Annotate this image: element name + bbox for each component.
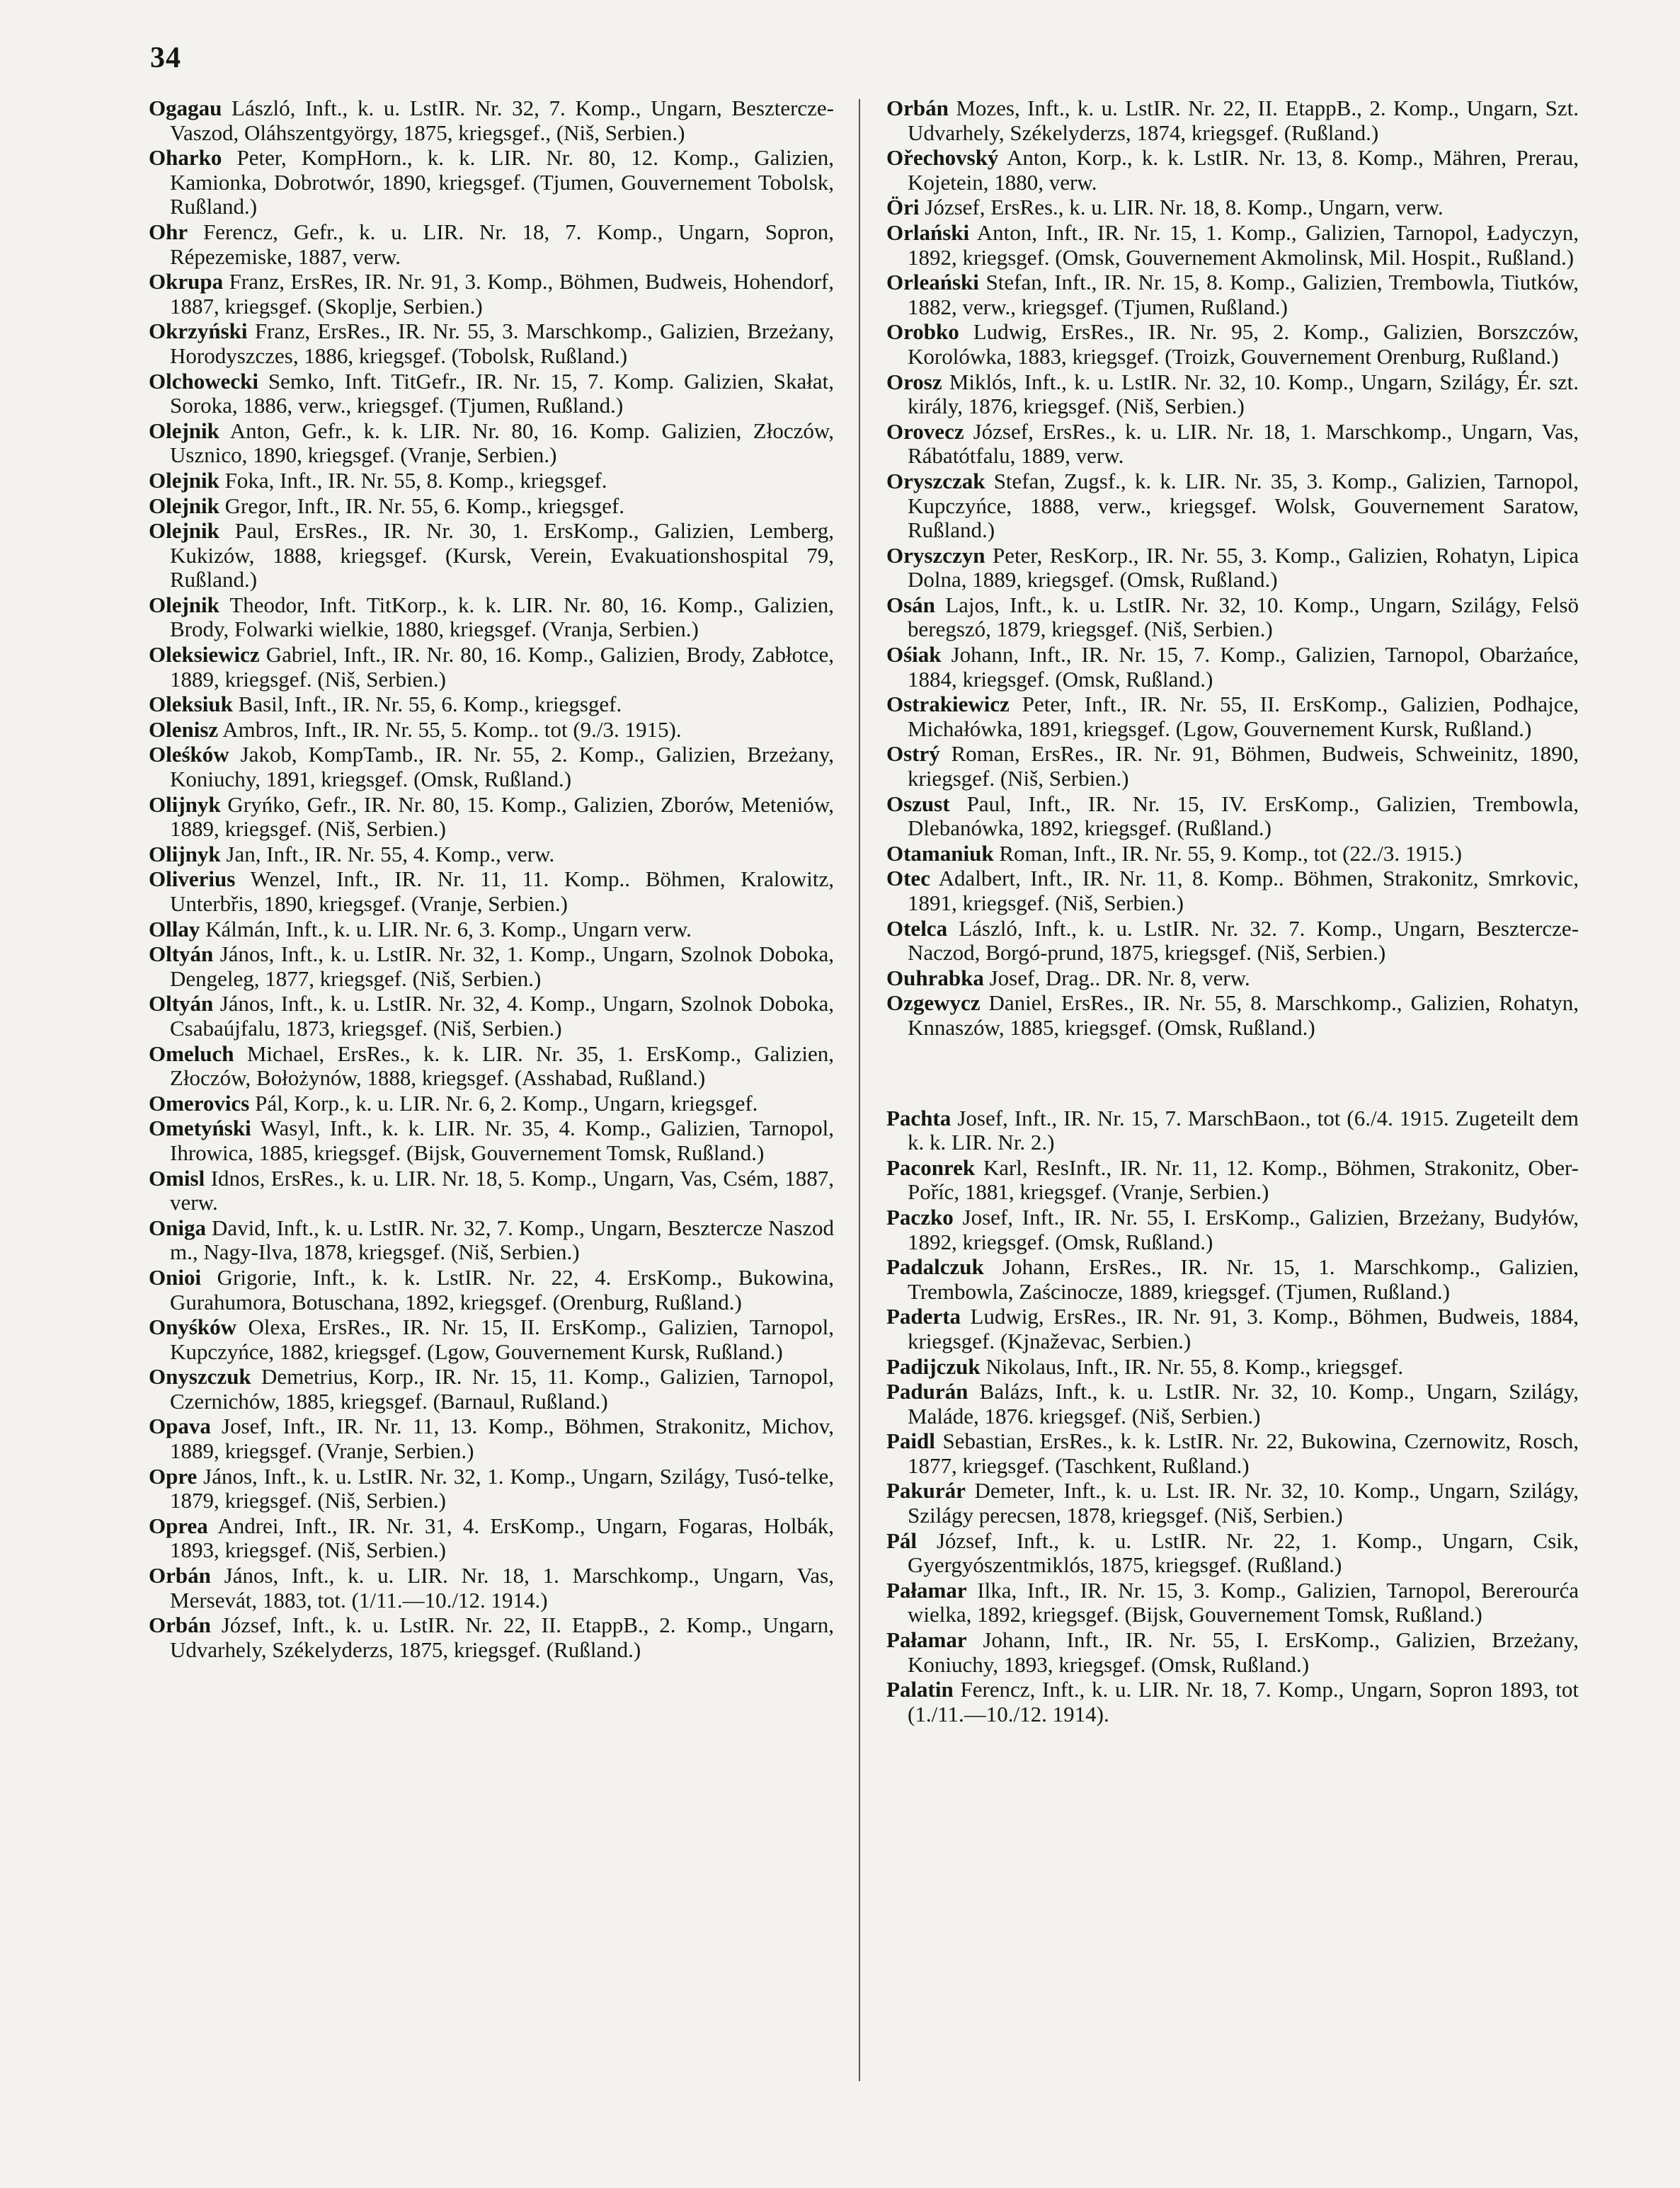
register-entry: [886, 643, 1579, 692]
entry-surname: Otelca: [886, 915, 948, 941]
entry-surname: Olejnik: [149, 467, 219, 493]
left-column: [149, 96, 834, 2170]
entry-surname: Orosz: [886, 369, 942, 394]
register-entry: [149, 220, 834, 269]
register-entry: [149, 146, 834, 219]
register-entry: [149, 1216, 834, 1265]
entry-details: Anton, Gefr., k. k. LIR. Nr. 80, 16. Komp. Galizien, Złoczów, Usznico, 1890, kriegsgef. (Vranje, Serbien.): [170, 418, 834, 468]
entry-details: Kálmán, Inft., k. u. LIR. Nr. 6, 3. Komp., Ungarn verw.: [205, 916, 692, 941]
entry-details: Idnos, ErsRes., k. u. LIR. Nr. 18, 5. Komp., Ungarn, Vas, Csém, 1887, verw.: [170, 1165, 834, 1215]
register-entry: [886, 692, 1579, 741]
entry-surname: Orlański: [886, 219, 970, 245]
register-entry: [886, 1628, 1579, 1677]
register-entry: [886, 792, 1579, 841]
entry-details: Anton, Korp., k. k. LstIR. Nr. 13, 8. Komp., Mähren, Prerau, Kojetein, 1880, verw.: [908, 145, 1579, 195]
register-entry: [886, 1579, 1579, 1627]
entry-details: Josef, Inft., IR. Nr. 55, I. ErsKomp., Galizien, Brzeżany, Budyłów, 1892, kriegsgef. (Omsk, Rußland.): [908, 1204, 1579, 1254]
entry-details: Mozes, Inft., k. u. LstIR. Nr. 22, II. EtappB., 2. Komp., Ungarn, Szt. Udvarhely, Székelyderzs, 1874, kriegsgef. (Rußland.): [908, 96, 1579, 145]
entry-details: Ambros, Inft., IR. Nr. 55, 5. Komp.. tot (9./3. 1915).: [222, 716, 682, 742]
entry-surname: Onyśków: [149, 1314, 237, 1340]
register-entry: [886, 742, 1579, 791]
entry-details: Wenzel, Inft., IR. Nr. 11, 11. Komp.. Böhmen, Kralowitz, Unterbřis, 1890, kriegsgef. (Vranje, Serbien.): [170, 866, 834, 916]
entry-surname: Opre: [149, 1463, 198, 1489]
register-entry: [886, 1678, 1579, 1726]
entry-details: Karl, ResInft., IR. Nr. 11, 12. Komp., Böhmen, Strakonitz, Ober-Poříc, 1881, kriegsgef. (Vranje, Serbien.): [908, 1155, 1579, 1205]
register-entry: [149, 1514, 834, 1563]
entry-details: Franz, ErsRes., IR. Nr. 55, 3. Marschkomp., Galizien, Brzeżany, Horodyszczes, 1886, kriegsgef. (Tobolsk, Rußland.): [170, 319, 834, 368]
entry-details: Ferencz, Inft., k. u. LIR. Nr. 18, 7. Komp., Ungarn, Sopron 1893, tot (1./11.—10./12. 1914).: [908, 1677, 1579, 1726]
entry-surname: Otec: [886, 866, 930, 891]
register-entry: [886, 270, 1579, 319]
register-entry: [149, 593, 834, 642]
entry-surname: Paidl: [886, 1428, 935, 1454]
entry-details: Olexa, ErsRes., IR. Nr. 15, II. ErsKomp., Galizien, Tarnopol, Kupczyńce, 1882, kriegsgef. (Lgow, Gouvernement Kursk, Rußland.): [170, 1314, 834, 1364]
register-entry: [149, 519, 834, 592]
register-entry: [886, 842, 1579, 866]
entry-details: Franz, ErsRes, IR. Nr. 91, 3. Komp., Böhmen, Budweis, Hohendorf, 1887, kriegsgef. (Skoplje, Serbien.): [170, 269, 834, 319]
register-entry: [149, 494, 834, 519]
register-entry: [149, 1042, 834, 1091]
entry-details: Pál, Korp., k. u. LIR. Nr. 6, 2. Komp., Ungarn, kriegsgef.: [255, 1090, 758, 1116]
entry-details: Foka, Inft., IR. Nr. 55, 8. Komp., kriegsgef.: [224, 467, 607, 493]
entry-details: Josef, Inft., IR. Nr. 11, 13. Komp., Böhmen, Strakonitz, Michov, 1889, kriegsgef. (Vranje, Serbien.): [170, 1414, 834, 1464]
register-entry: [886, 1380, 1579, 1428]
entry-details: Johann, ErsRes., IR. Nr. 15, 1. Marschkomp., Galizien, Trembowla, Zaścinocze, 1889, kriegsgef. (Tjumen, Rußland.): [908, 1254, 1579, 1304]
entry-details: József, Inft., k. u. LstIR. Nr. 22, II. EtappB., 2. Komp., Ungarn, Udvarhely, Székelyderzs, 1875, kriegsgef. (Rußland.): [170, 1613, 834, 1662]
entry-surname: Ogagau: [149, 96, 222, 120]
entry-surname: Oltyán: [149, 991, 214, 1016]
entry-surname: Orobko: [886, 319, 959, 345]
register-entry: [886, 469, 1579, 543]
entry-details: Gabriel, Inft., IR. Nr. 80, 16. Komp., Galizien, Brody, Zabłotce, 1889, kriegsgef. (Niš, Serbien.): [170, 642, 834, 692]
register-entry: [149, 992, 834, 1041]
entry-details: János, Inft., k. u. LIR. Nr. 18, 1. Marschkomp., Ungarn, Vas, Mersevát, 1883, tot. (1/11.—10./12. 1914.): [170, 1563, 834, 1613]
entry-surname: Ořechovský: [886, 145, 999, 171]
register-entry: [149, 743, 834, 791]
entry-surname: Omeluch: [149, 1041, 234, 1066]
section-gap: [886, 1041, 1579, 1106]
entry-surname: Orbán: [149, 1613, 211, 1638]
entry-details: Nikolaus, Inft., IR. Nr. 55, 8. Komp., kriegsgef.: [985, 1353, 1404, 1379]
entry-surname: Oszust: [886, 791, 950, 816]
register-entry: [886, 866, 1579, 915]
entry-details: Paul, ErsRes., IR. Nr. 30, 1. ErsKomp., Galizien, Lemberg, Kukizów, 1888, kriegsgef. (Kursk, Verein, Evakuationshospital 79, Rußland.): [170, 518, 834, 592]
register-entry: [886, 991, 1579, 1040]
entry-details: Daniel, ErsRes., IR. Nr. 55, 8. Marschkomp., Galizien, Rohatyn, Knnaszów, 1885, kriegsgef. (Omsk, Rußland.): [908, 990, 1579, 1040]
entry-surname: Oniga: [149, 1215, 206, 1240]
entry-surname: Oltyán: [149, 941, 214, 967]
entry-details: Semko, Inft. TitGefr., IR. Nr. 15, 7. Komp. Galizien, Skałat, Soroka, 1886, verw., kriegsgef. (Tjumen, Rußland.): [170, 368, 834, 418]
register-entry: [149, 1167, 834, 1215]
entry-details: Gregor, Inft., IR. Nr. 55, 6. Komp., kriegsgef.: [224, 493, 625, 518]
register-entry: [886, 1355, 1579, 1380]
right-column-o-entries: [886, 96, 1579, 1041]
entry-details: Stefan, Inft., IR. Nr. 15, 8. Komp., Galizien, Trembowla, Tiutków, 1882, verw., kriegsgef. (Tjumen, Rußland.): [908, 270, 1579, 319]
entry-details: Roman, ErsRes., IR. Nr. 91, Böhmen, Budweis, Schweinitz, 1890, kriegsgef. (Niš, Serbien.): [908, 741, 1579, 791]
register-entry: [886, 1529, 1579, 1578]
entry-details: László, Inft., k. u. LstIR. Nr. 32, 7. Komp., Ungarn, Besztercze-Vaszod, Oláhszentgyörgy, 1875, kriegsgef., (Niš, Serbien.): [170, 96, 834, 145]
entry-surname: Pałamar: [886, 1577, 967, 1603]
entry-surname: Ohr: [149, 219, 188, 244]
entry-details: Sebastian, ErsRes., k. k. LstIR. Nr. 22, Bukowina, Czernowitz, Rosch, 1877, kriegsgef. (Taschkent, Rußland.): [908, 1428, 1579, 1478]
entry-surname: Ostrý: [886, 741, 940, 767]
entry-details: János, Inft., k. u. LstIR. Nr. 32, 1. Komp., Ungarn, Szolnok Doboka, Dengeleg, 1877, kriegsgef. (Niš, Serbien.): [170, 941, 834, 991]
entry-surname: Otamaniuk: [886, 840, 994, 866]
entry-surname: Ollay: [149, 916, 200, 941]
entry-surname: Olchowecki: [149, 368, 258, 394]
entry-surname: Pál: [886, 1528, 918, 1553]
register-entry: [149, 692, 834, 717]
register-entry: [149, 1465, 834, 1513]
entry-details: Andrei, Inft., IR. Nr. 31, 4. ErsKomp., Ungarn, Fogaras, Holbák, 1893, kriegsgef. (Niš, Serbien.): [170, 1513, 834, 1563]
entry-details: Theodor, Inft. TitKorp., k. k. LIR. Nr. 80, 16. Komp., Galizien, Brody, Folwarki wielkie, 1880, kriegsgef. (Vranja, Serbien.): [170, 592, 834, 642]
entry-surname: Orleański: [886, 270, 979, 295]
register-entry: [886, 1205, 1579, 1254]
entry-details: Miklós, Inft., k. u. LstIR. Nr. 32, 10. Komp., Ungarn, Szilágy, Ér. szt. király, 1876, kriegsgef. (Niš, Serbien.): [908, 369, 1579, 419]
entry-surname: Olejnik: [149, 418, 219, 443]
entry-surname: Padurán: [886, 1379, 968, 1404]
register-entry: [886, 195, 1579, 220]
entry-details: Lajos, Inft., k. u. LstIR. Nr. 32, 10. Komp., Ungarn, Szilágy, Felsö beregszó, 1879, kriegsgef. (Niš, Serbien.): [908, 592, 1579, 642]
entry-details: Jan, Inft., IR. Nr. 55, 4. Komp., verw.: [226, 841, 555, 866]
register-entry: [886, 1106, 1579, 1155]
entry-surname: Okrzyński: [149, 319, 248, 344]
register-entry: [886, 1156, 1579, 1205]
register-entry: [886, 320, 1579, 369]
entry-details: Paul, Inft., IR. Nr. 15, IV. ErsKomp., Galizien, Trembowla, Dlebanówka, 1892, kriegsgef. (Rußland.): [908, 791, 1579, 841]
register-entry: [149, 1315, 834, 1364]
register-entry: [149, 319, 834, 368]
entry-details: József, ErsRes., k. u. LIR. Nr. 18, 1. Marschkomp., Ungarn, Vas, Rábatótfalu, 1889, verw.: [908, 418, 1579, 469]
register-entry: [149, 1414, 834, 1463]
entry-details: Anton, Inft., IR. Nr. 15, 1. Komp., Galizien, Tarnopol, Ładyczyn, 1892, kriegsgef. (Omsk, Gouvernement Akmolinsk, Mil. Hospit., Rußland.): [908, 219, 1579, 270]
register-entry: [149, 917, 834, 942]
entry-details: Basil, Inft., IR. Nr. 55, 6. Komp., kriegsgef.: [238, 692, 622, 717]
register-entry: [886, 146, 1579, 195]
entry-surname: Ostrakiewicz: [886, 692, 1010, 717]
entry-surname: Olejnik: [149, 493, 219, 518]
entry-surname: Oryszczak: [886, 468, 985, 493]
entry-surname: Omisl: [149, 1165, 205, 1191]
register-entry: [149, 270, 834, 319]
right-column-p-entries: [886, 1106, 1579, 1727]
register-entry: [886, 544, 1579, 592]
register-entry: [149, 1564, 834, 1613]
entry-details: Wasyl, Inft., k. k. LIR. Nr. 35, 4. Komp., Galizien, Tarnopol, Ihrowica, 1885, kriegsgef. (Bijsk, Gouvernement Tomsk, Rußland.): [170, 1116, 834, 1165]
entry-surname: Opava: [149, 1414, 211, 1439]
entry-details: János, Inft., k. u. LstIR. Nr. 32, 4. Komp., Ungarn, Szolnok Doboka, Csabaújfalu, 1873, kriegsgef. (Niš, Serbien.): [170, 991, 834, 1041]
register-entry: [886, 1255, 1579, 1304]
register-entry: [886, 966, 1579, 991]
entry-surname: Paderta: [886, 1304, 961, 1329]
entry-surname: Onyszczuk: [149, 1364, 251, 1390]
entry-details: Grigorie, Inft., k. k. LstIR. Nr. 22, 4. ErsKomp., Bukowina, Gurahumora, Botuschana, 1892, kriegsgef. (Orenburg, Rußland.): [170, 1264, 834, 1314]
entry-surname: Padijczuk: [886, 1353, 981, 1379]
register-entry: [886, 1479, 1579, 1528]
entry-details: Michael, ErsRes., k. k. LIR. Nr. 35, 1. ErsKomp., Galizien, Złoczów, Bołożynów, 1888, kriegsgef. (Asshabad, Rußland.): [170, 1041, 834, 1091]
entry-surname: Olijnyk: [149, 841, 221, 866]
entry-surname: Oleksiewicz: [149, 642, 260, 668]
entry-surname: Pachta: [886, 1105, 952, 1130]
register-entry: [886, 1305, 1579, 1353]
register-entry: [149, 1266, 834, 1314]
entry-details: Ferencz, Gefr., k. u. LIR. Nr. 18, 7. Komp., Ungarn, Sopron, Répezemiske, 1887, verw.: [170, 219, 834, 269]
entry-surname: Paconrek: [886, 1155, 976, 1180]
entry-details: Peter, ResKorp., IR. Nr. 55, 3. Komp., Galizien, Rohatyn, Lipica Dolna, 1889, kriegsgef. (Omsk, Rußland.): [908, 542, 1579, 592]
entry-surname: Olenisz: [149, 716, 219, 742]
register-entry: [886, 221, 1579, 270]
register-entry: [886, 420, 1579, 469]
entry-details: József, ErsRes., k. u. LIR. Nr. 18, 8. Komp., Ungarn, verw.: [925, 195, 1444, 220]
entry-details: Johann, Inft., IR. Nr. 55, I. ErsKomp., Galizien, Brzeżany, Koniuchy, 1893, kriegsgef. (Omsk, Rußland.): [908, 1627, 1579, 1677]
entry-surname: Orovecz: [886, 418, 964, 444]
entry-surname: Öri: [886, 195, 920, 220]
entry-details: Balázs, Inft., k. u. LstIR. Nr. 32, 10. Komp., Ungarn, Szilágy, Maláde, 1876. kriegsgef. (Niš, Serbien.): [908, 1379, 1579, 1428]
entry-details: Ludwig, ErsRes., IR. Nr. 95, 2. Komp., Galizien, Borszczów, Korolówka, 1883, kriegsgef. (Troizk, Gouvernement Orenburg, Rußland.): [908, 319, 1579, 369]
column-divider: [859, 99, 860, 2081]
register-entry: [149, 370, 834, 418]
entry-surname: Pałamar: [886, 1627, 967, 1653]
entry-details: David, Inft., k. u. LstIR. Nr. 32, 7. Komp., Ungarn, Besztercze Naszod m., Nagy-Ilva, 1878, kriegsgef. (Niš, Serbien.): [170, 1215, 834, 1265]
entry-details: Ilka, Inft., IR. Nr. 15, 3. Komp., Galizien, Tarnopol, Bererourća wielka, 1892, kriegsgef. (Bijsk, Gouvernement Tomsk, Rußland.): [908, 1577, 1579, 1627]
register-entry: [149, 96, 834, 145]
entry-details: Adalbert, Inft., IR. Nr. 11, 8. Komp.. Böhmen, Strakonitz, Smrkovic, 1891, kriegsgef. (Niš, Serbien.): [908, 866, 1579, 915]
register-entry: [886, 96, 1579, 145]
entry-surname: Padalczuk: [886, 1254, 984, 1280]
right-column: [886, 96, 1579, 2170]
entry-details: Johann, Inft., IR. Nr. 15, 7. Komp., Galizien, Tarnopol, Obarżańce, 1884, kriegsgef. (Omsk, Rußland.): [908, 642, 1579, 692]
entry-surname: Olijnyk: [149, 791, 221, 817]
entry-surname: Oliverius: [149, 866, 236, 892]
entry-details: Stefan, Zugsf., k. k. LIR. Nr. 35, 3. Komp., Galizien, Tarnopol, Kupczyńce, 1888, verw., kriegsgef. Wolsk, Gouvernement Saratow, Rußland.): [908, 468, 1579, 543]
page-number: 34: [150, 42, 181, 74]
register-entry: [886, 593, 1579, 642]
entry-surname: Oharko: [149, 145, 222, 171]
entry-surname: Ometyński: [149, 1116, 251, 1141]
entry-details: Peter, KompHorn., k. k. LIR. Nr. 80, 12. Komp., Galizien, Kamionka, Dobrotwór, 1890, kriegsgef. (Tjumen, Gouvernement Tobolsk, Rußland.): [170, 145, 834, 219]
register-entry: [886, 917, 1579, 966]
register-entry: [149, 643, 834, 692]
register-entry: [149, 793, 834, 842]
register-entry: [886, 1429, 1579, 1478]
entry-details: József, Inft., k. u. LstIR. Nr. 22, 1. Komp., Ungarn, Csik, Gyergyószentmiklós, 1875, kriegsgef. (Rußland.): [908, 1528, 1579, 1578]
register-entry: [149, 469, 834, 493]
entry-surname: Onioi: [149, 1264, 202, 1290]
entry-surname: Olejnik: [149, 592, 219, 617]
register-entry: [149, 842, 834, 867]
entry-surname: Ozgewycz: [886, 990, 981, 1016]
register-entry: [886, 370, 1579, 419]
entry-details: Josef, Drag.. DR. Nr. 8, verw.: [989, 965, 1250, 990]
register-entry: [149, 942, 834, 991]
entry-surname: Oleśków: [149, 742, 229, 767]
entry-surname: Oryszczyn: [886, 542, 985, 568]
entry-surname: Okrupa: [149, 269, 224, 294]
entry-surname: Palatin: [886, 1677, 954, 1702]
entry-surname: Orbán: [149, 1563, 211, 1588]
entry-surname: Ośiak: [886, 642, 942, 668]
entry-details: Demetrius, Korp., IR. Nr. 15, 11. Komp., Galizien, Tarnopol, Czernichów, 1885, kriegsgef. (Barnaul, Rußland.): [170, 1364, 834, 1414]
register-entry: [149, 1116, 834, 1165]
register-entry: [149, 718, 834, 743]
entry-details: Ludwig, ErsRes., IR. Nr. 91, 3. Komp., Böhmen, Budweis, 1884, kriegsgef. (Kjnaževac, Serbien.): [908, 1304, 1579, 1353]
entry-surname: Osán: [886, 592, 935, 617]
entry-surname: Oprea: [149, 1513, 208, 1538]
entry-surname: Ouhrabka: [886, 965, 984, 990]
entry-surname: Pakurár: [886, 1478, 966, 1503]
entry-surname: Paczko: [886, 1204, 954, 1230]
entry-surname: Orbán: [886, 96, 949, 120]
entry-details: János, Inft., k. u. LstIR. Nr. 32, 1. Komp., Ungarn, Szilágy, Tusó-telke, 1879, kriegsgef. (Niš, Serbien.): [170, 1463, 834, 1513]
entry-details: Jakob, KompTamb., IR. Nr. 55, 2. Komp., Galizien, Brzeżany, Koniuchy, 1891, kriegsgef. (Omsk, Rußland.): [170, 742, 834, 792]
entry-surname: Oleksiuk: [149, 692, 233, 717]
register-entry: [149, 1092, 834, 1116]
register-entry: [149, 867, 834, 916]
register-entry: [149, 1365, 834, 1414]
entry-details: Peter, Inft., IR. Nr. 55, II. ErsKomp., Galizien, Podhajce, Michałówka, 1891, kriegsgef. (Lgow, Gouvernement Kursk, Rußland.): [908, 692, 1579, 741]
register-entry: [149, 1613, 834, 1662]
entry-details: Josef, Inft., IR. Nr. 15, 7. MarschBaon., tot (6./4. 1915. Zugeteilt dem k. k. LIR. Nr. 2.): [908, 1105, 1579, 1155]
register-entry: [149, 419, 834, 468]
entry-details: Gryńko, Gefr., IR. Nr. 80, 15. Komp., Galizien, Zborów, Meteniów, 1889, kriegsgef. (Niš, Serbien.): [170, 791, 834, 842]
entry-details: László, Inft., k. u. LstIR. Nr. 32. 7. Komp., Ungarn, Besztercze-Naczod, Borgó-prund, 1875, kriegsgef. (Niš, Serbien.): [908, 915, 1579, 966]
entry-details: Roman, Inft., IR. Nr. 55, 9. Komp., tot (22./3. 1915.): [999, 840, 1462, 866]
entry-surname: Olejnik: [149, 518, 219, 544]
entry-surname: Omerovics: [149, 1090, 250, 1116]
entry-details: Demeter, Inft., k. u. Lst. IR. Nr. 32, 10. Komp., Ungarn, Szilágy, Szilágy perecsen, 1878, kriegsgef. (Niš, Serbien.): [908, 1478, 1579, 1528]
